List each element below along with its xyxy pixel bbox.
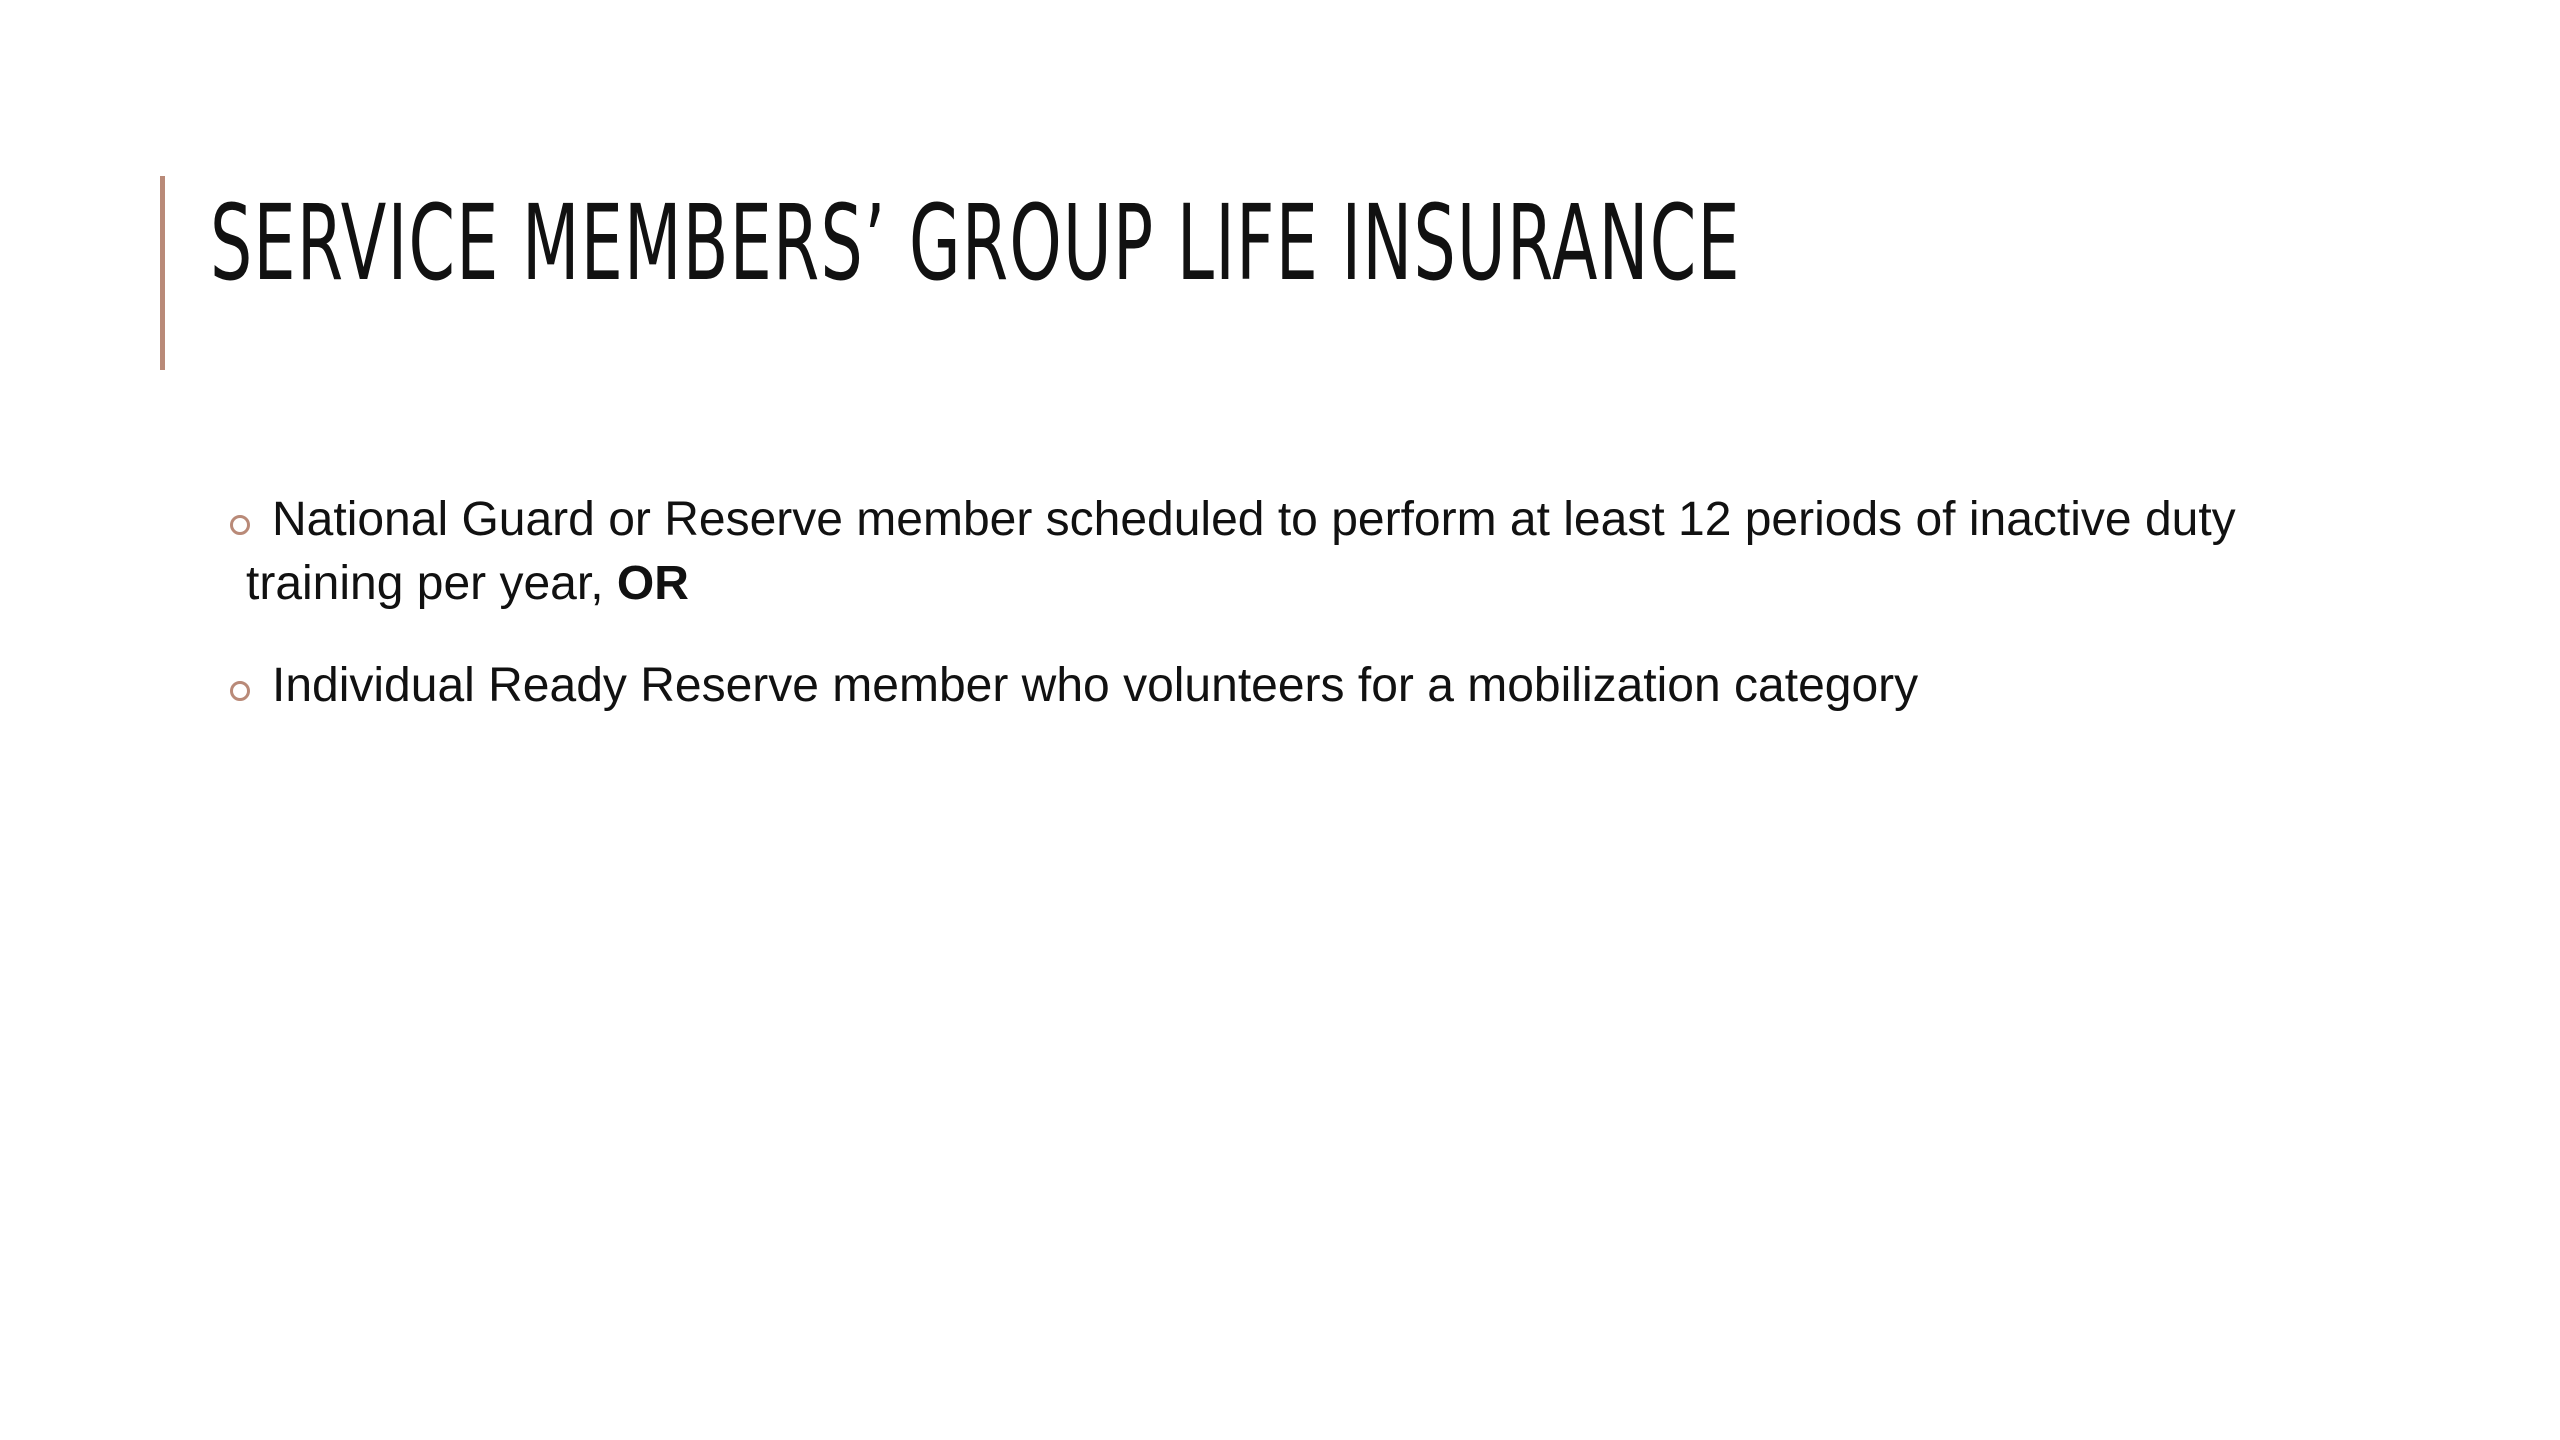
bullet-list: [228, 488, 2308, 756]
hollow-circle-bullet-icon: [230, 515, 250, 535]
bullet-emphasis: OR: [616, 557, 689, 610]
title-accent-bar: [160, 176, 165, 370]
hollow-circle-bullet-icon: [230, 681, 250, 701]
bullet-text: National Guard or Reserve member scheduled to perform at least 12 periods of inactive duty training per year,: [246, 493, 2236, 610]
slide-title: SERVICE MEMBERS’ GROUP LIFE INSURANCE: [210, 182, 1741, 304]
list-item: [228, 654, 2308, 718]
bullet-text: Individual Ready Reserve member who volunteers for a mobilization category: [272, 659, 1919, 712]
list-item: [228, 488, 2308, 616]
